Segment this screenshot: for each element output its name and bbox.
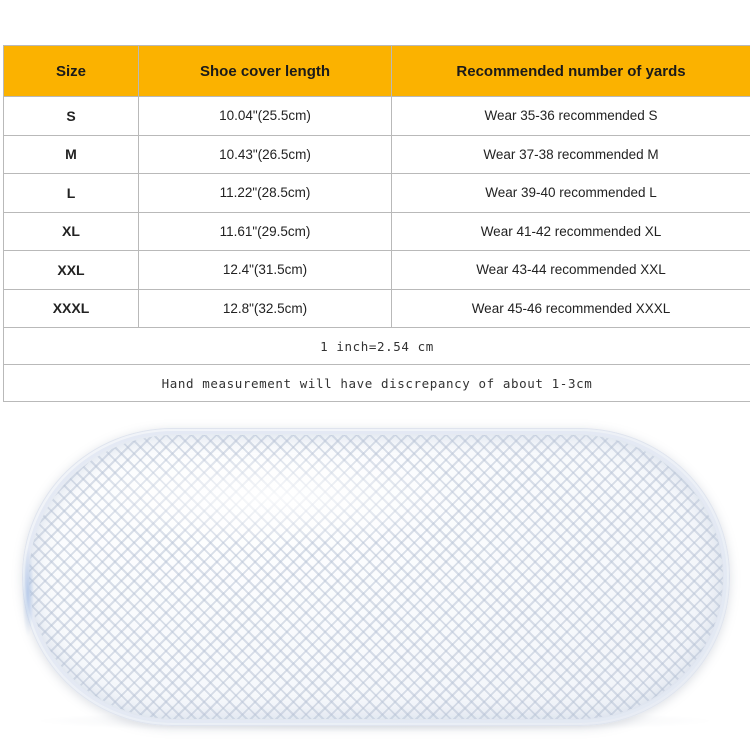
table-body — [4, 97, 750, 402]
cell-recommended: Wear 37-38 recommended M — [392, 135, 750, 174]
shoe-cover-sole-image — [22, 428, 730, 726]
cell-size: XXXL — [4, 289, 139, 328]
cell-size: XL — [4, 212, 139, 251]
column-header-recommended-yards: Recommended number of yards — [392, 46, 750, 97]
column-header-shoe-cover-length: Shoe cover length — [139, 46, 392, 97]
cell-size: S — [4, 97, 139, 136]
table-row — [4, 174, 750, 213]
table-header — [4, 46, 750, 97]
table-note-row — [4, 328, 750, 365]
cell-recommended: Wear 45-46 recommended XXXL — [392, 289, 750, 328]
cell-recommended: Wear 35-36 recommended S — [392, 97, 750, 136]
cell-size: L — [4, 174, 139, 213]
cell-size: M — [4, 135, 139, 174]
cell-size: XXL — [4, 251, 139, 290]
table-row — [4, 212, 750, 251]
cell-recommended: Wear 41-42 recommended XL — [392, 212, 750, 251]
cell-recommended: Wear 39-40 recommended L — [392, 174, 750, 213]
cell-length: 10.43"(26.5cm) — [139, 135, 392, 174]
cell-length: 10.04"(25.5cm) — [139, 97, 392, 136]
size-chart-table — [3, 45, 750, 402]
table-row — [4, 251, 750, 290]
table-row — [4, 289, 750, 328]
product-photo — [0, 410, 750, 750]
cell-length: 12.4"(31.5cm) — [139, 251, 392, 290]
note-inch-conversion: 1 inch=2.54 cm — [4, 328, 750, 365]
cell-length: 11.22"(28.5cm) — [139, 174, 392, 213]
table-row — [4, 135, 750, 174]
table-row — [4, 97, 750, 136]
sole-rim — [25, 431, 727, 723]
column-header-size: Size — [4, 46, 139, 97]
table-header-row — [4, 46, 750, 97]
cell-length: 11.61"(29.5cm) — [139, 212, 392, 251]
cell-length: 12.8"(32.5cm) — [139, 289, 392, 328]
note-measurement-discrepancy: Hand measurement will have discrepancy of about 1-3cm — [4, 365, 750, 402]
table-note-row — [4, 365, 750, 402]
size-chart-table-container — [3, 45, 747, 402]
sole-edge-highlight — [22, 547, 34, 637]
cell-recommended: Wear 43-44 recommended XXL — [392, 251, 750, 290]
